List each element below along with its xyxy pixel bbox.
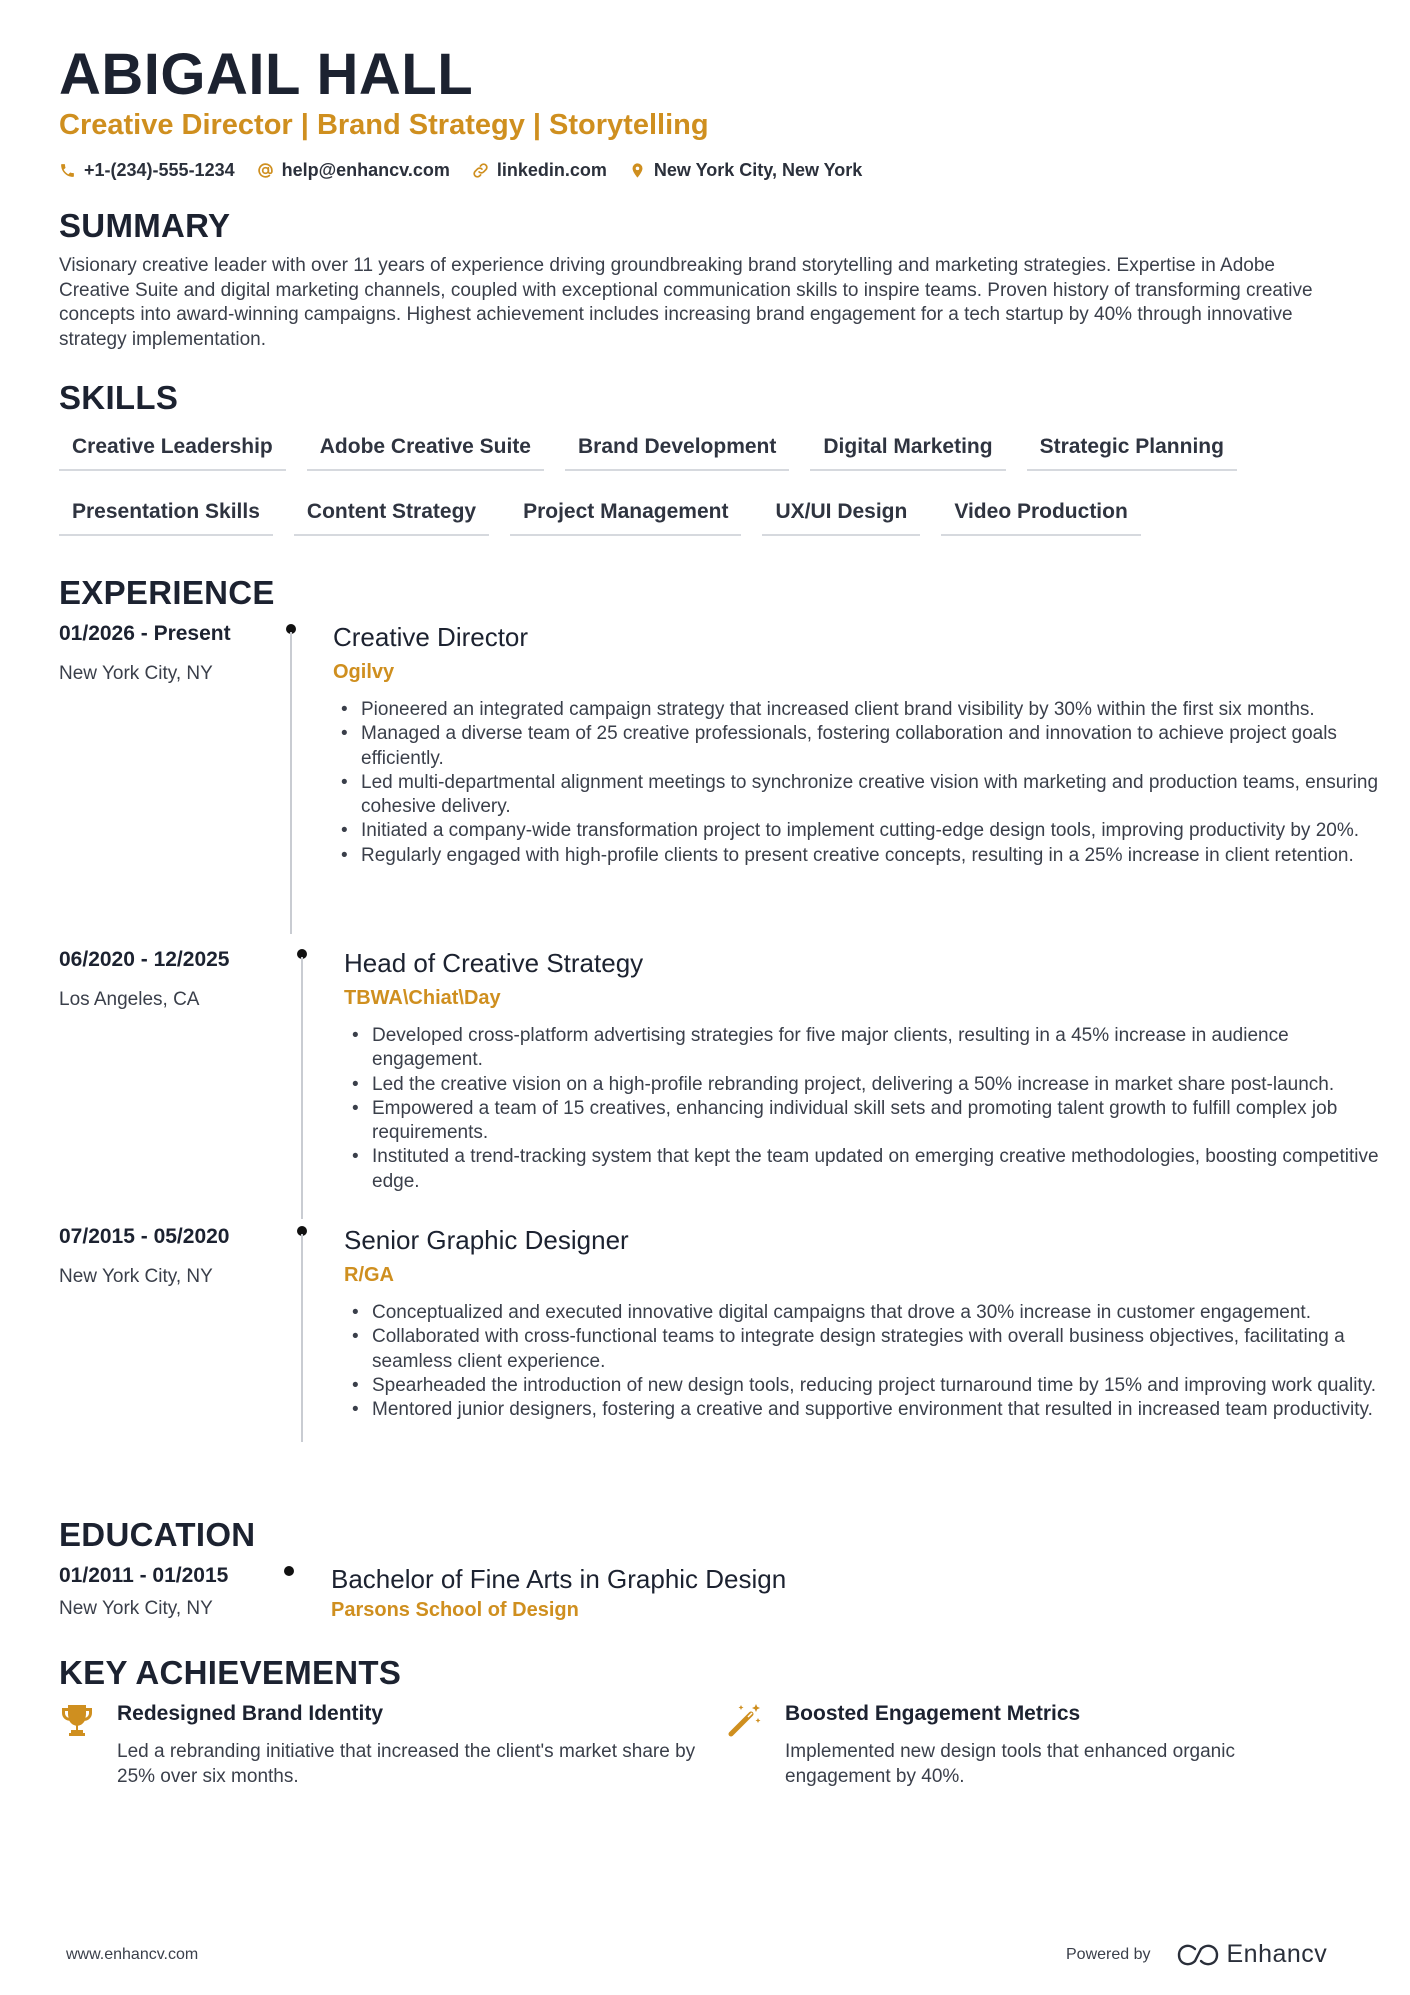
skill-tag: Adobe Creative Suite bbox=[307, 432, 544, 471]
bullet-item: • Mentored junior designers, fostering a creative and supportive environment that resulted in increased team productivity. bbox=[344, 1398, 1389, 1422]
timeline-line bbox=[301, 1234, 303, 1442]
achievements-heading: KEY ACHIEVEMENTS bbox=[59, 1654, 402, 1691]
experience-details bbox=[344, 948, 1384, 1194]
achievement-item bbox=[59, 1702, 699, 1789]
skills-heading: SKILLS bbox=[59, 379, 179, 416]
experience-location: New York City, NY bbox=[59, 663, 213, 684]
experience-bullets bbox=[333, 698, 1383, 868]
bullet-item: • Initiated a company-wide transformation project to implement cutting-edge design tools, improving productivity by 20%. bbox=[333, 819, 1383, 843]
trophy-icon bbox=[59, 1702, 95, 1738]
experience-role: Senior Graphic Designer bbox=[344, 1225, 629, 1255]
experience-details bbox=[333, 622, 1383, 868]
skill-tag: Content Strategy bbox=[294, 497, 489, 536]
footer-branding bbox=[1066, 1940, 1327, 1969]
experience-heading: EXPERIENCE bbox=[59, 574, 275, 611]
education-meta bbox=[59, 1564, 289, 1620]
contact-location-text: New York City, New York bbox=[653, 160, 863, 180]
at-icon bbox=[257, 162, 274, 179]
candidate-title: Creative Director | Brand Strategy | Storytelling bbox=[59, 109, 709, 141]
contact-email-text: help@enhancv.com bbox=[281, 160, 450, 180]
achievement-item bbox=[727, 1702, 1327, 1789]
bullet-item: • Led the creative vision on a high-profile rebranding project, delivering a 50% increase in market share post-launch. bbox=[344, 1073, 1384, 1097]
bullet-item: • Managed a diverse team of 25 creative professionals, fostering collaboration and innovation to achieve project goals efficiently. bbox=[333, 722, 1383, 771]
experience-location: New York City, NY bbox=[59, 1266, 213, 1287]
contact-bar bbox=[59, 160, 862, 181]
timeline-line bbox=[301, 957, 303, 1219]
experience-dates: 06/2020 - 12/2025 bbox=[59, 948, 230, 971]
experience-company: R/GA bbox=[344, 1264, 394, 1286]
skill-tag: Presentation Skills bbox=[59, 497, 273, 536]
achievement-content bbox=[117, 1702, 699, 1789]
link-icon bbox=[472, 162, 489, 179]
skill-tag: Brand Development bbox=[565, 432, 789, 471]
enhancv-logo-icon bbox=[1177, 1944, 1219, 1966]
magic-wand-icon bbox=[727, 1702, 763, 1738]
experience-entry bbox=[59, 948, 1379, 1218]
timeline-dot bbox=[284, 1566, 294, 1576]
education-degree: Bachelor of Fine Arts in Graphic Design bbox=[331, 1564, 787, 1594]
experience-meta bbox=[59, 622, 289, 685]
experience-role: Creative Director bbox=[333, 622, 529, 652]
education-location: New York City, NY bbox=[59, 1598, 213, 1619]
brand-name: Enhancv bbox=[1226, 1940, 1328, 1968]
experience-dates: 07/2015 - 05/2020 bbox=[59, 1225, 230, 1248]
experience-bullets bbox=[344, 1301, 1389, 1422]
skill-tag: Digital Marketing bbox=[810, 432, 1005, 471]
candidate-name: ABIGAIL HALL bbox=[59, 42, 474, 107]
contact-location bbox=[629, 160, 862, 181]
experience-meta bbox=[59, 1225, 289, 1288]
bullet-item: • Regularly engaged with high-profile clients to present creative concepts, resulting in a 25% increase in client retention. bbox=[333, 844, 1383, 868]
contact-linkedin-text: linkedin.com bbox=[496, 160, 607, 180]
bullet-item: • Collaborated with cross-functional teams to integrate design strategies with overall business objectives, facilitating a seamless client experience. bbox=[344, 1325, 1389, 1374]
experience-entry bbox=[59, 1225, 1377, 1485]
bullet-item: • Spearheaded the introduction of new design tools, reducing project turnaround time by 15% and improving work quality. bbox=[344, 1374, 1389, 1398]
experience-dates: 01/2026 - Present bbox=[59, 622, 231, 645]
education-entry bbox=[59, 1564, 1359, 1634]
contact-phone-text: +1-(234)-555-1234 bbox=[84, 160, 235, 180]
timeline-line bbox=[290, 632, 292, 934]
achievement-description: Implemented new design tools that enhanced organic engagement by 40%. bbox=[785, 1741, 1235, 1787]
education-heading: EDUCATION bbox=[59, 1516, 256, 1553]
powered-by-label: Powered by bbox=[1066, 1945, 1151, 1963]
experience-bullets bbox=[344, 1024, 1384, 1194]
experience-details bbox=[344, 1225, 1389, 1422]
contact-email[interactable] bbox=[257, 160, 450, 181]
skill-tag: Strategic Planning bbox=[1027, 432, 1237, 471]
phone-icon bbox=[59, 162, 76, 179]
achievement-description: Led a rebranding initiative that increased the client's market share by 25% over six months. bbox=[117, 1741, 696, 1787]
contact-phone[interactable] bbox=[59, 160, 235, 181]
bullet-item: • Developed cross-platform advertising strategies for five major clients, resulting in a 45% increase in audience engagement. bbox=[344, 1024, 1384, 1073]
contact-linkedin[interactable] bbox=[472, 160, 607, 181]
experience-role: Head of Creative Strategy bbox=[344, 948, 644, 978]
experience-meta bbox=[59, 948, 289, 1011]
skill-tag: Creative Leadership bbox=[59, 432, 286, 471]
experience-company: Ogilvy bbox=[333, 661, 395, 683]
bullet-item: • Conceptualized and executed innovative digital campaigns that drove a 30% increase in customer engagement. bbox=[344, 1301, 1389, 1325]
brand-logo[interactable] bbox=[1177, 1940, 1328, 1969]
achievement-content bbox=[785, 1702, 1327, 1789]
skill-tag: Project Management bbox=[510, 497, 741, 536]
bullet-item: • Led multi-departmental alignment meetings to synchronize creative vision with marketing and production teams, ensuring cohesive delivery. bbox=[333, 771, 1383, 820]
bullet-item: • Instituted a trend-tracking system that kept the team updated on emerging creative methodologies, boosting competitive edge. bbox=[344, 1145, 1384, 1194]
bullet-item: • Empowered a team of 15 creatives, enhancing individual skill sets and promoting talent growth to fulfill complex job requirements. bbox=[344, 1097, 1384, 1146]
skill-tag: UX/UI Design bbox=[762, 497, 920, 536]
education-details bbox=[331, 1564, 1331, 1622]
skills-list bbox=[59, 432, 1359, 536]
experience-company: TBWA\Chiat\Day bbox=[344, 987, 501, 1009]
achievement-title: Boosted Engagement Metrics bbox=[785, 1702, 1081, 1725]
summary-heading: SUMMARY bbox=[59, 207, 231, 244]
education-dates: 01/2011 - 01/2015 bbox=[59, 1564, 229, 1587]
bullet-item: • Pioneered an integrated campaign strategy that increased client brand visibility by 30% within the first six months. bbox=[333, 698, 1383, 722]
footer-website[interactable]: www.enhancv.com bbox=[66, 1946, 199, 1963]
experience-entry bbox=[59, 622, 1379, 936]
achievement-title: Redesigned Brand Identity bbox=[117, 1702, 384, 1725]
location-pin-icon bbox=[629, 162, 646, 179]
summary-text: Visionary creative leader with over 11 years of experience driving groundbreaking brand storytelling and marketing strategies. Expertise in Adobe Creative Suite and digital marketing channels, coupled with exceptional communication skills to inspire teams. Proven history of transforming creative concepts into award-winning campaigns. Highest achievement includes increasing brand engagement for a tech startup by 40% through innovative strategy implementation. bbox=[59, 255, 1313, 350]
education-school: Parsons School of Design bbox=[331, 1599, 579, 1621]
experience-location: Los Angeles, CA bbox=[59, 989, 200, 1010]
skill-tag: Video Production bbox=[941, 497, 1140, 536]
